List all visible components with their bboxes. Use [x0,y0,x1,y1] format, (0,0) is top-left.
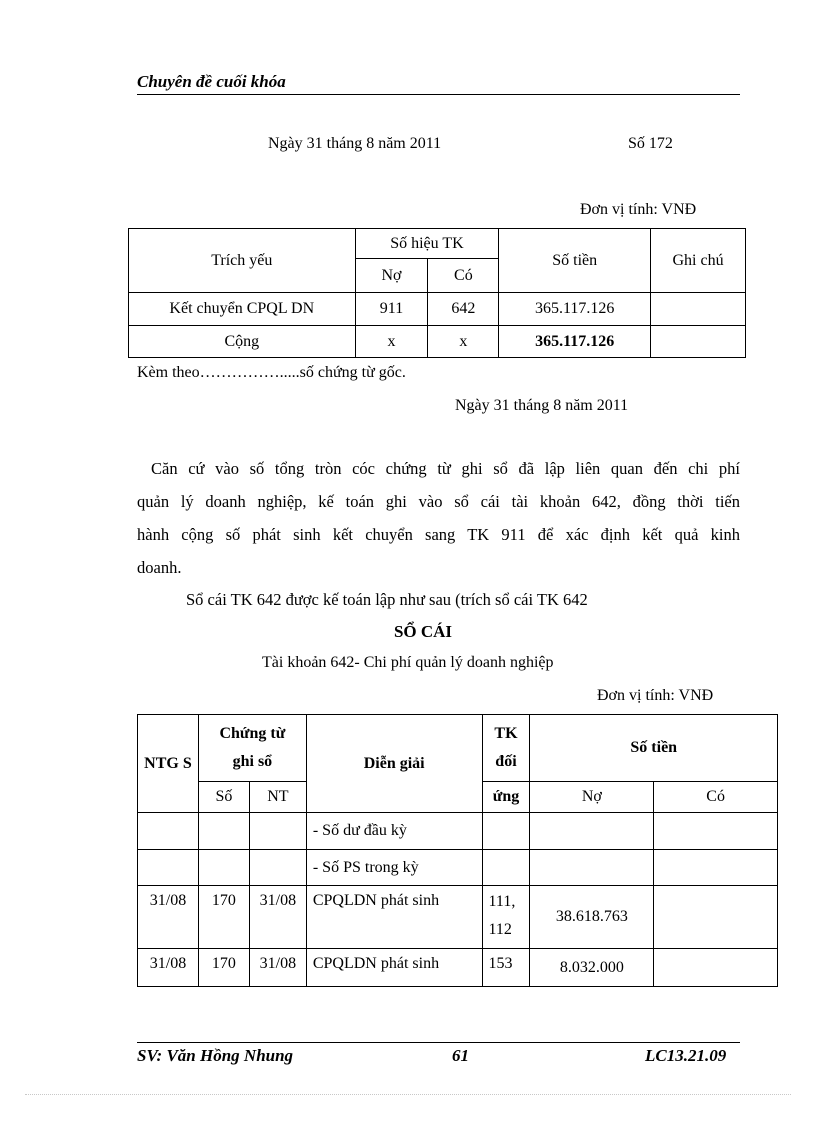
cell-nt [249,850,306,886]
ledger-subtitle: Tài khoản 642- Chi phí quản lý doanh nghiệp [262,654,554,671]
cell-no: 8.032.000 [530,949,654,987]
header-title: Chuyên đề cuối khóa [137,72,286,91]
footer-page-number: 61 [452,1046,469,1065]
cell-ntgs [138,813,199,850]
table-row [138,850,778,886]
table-row [129,326,746,358]
voucher-header-no: Nợ [355,259,428,293]
cell-no: 911 [355,293,428,326]
cell-tk [482,886,530,949]
footer-rule [137,1042,740,1043]
ledger-intro: Sổ cái TK 642 được kế toán lập như sau (trích sổ cái TK 642 [186,590,588,609]
ledger-header-chung-tu [198,715,306,782]
voucher-attach: Kèm theo…………….....số chứng từ gốc. [137,364,406,381]
cell-ntgs [138,850,199,886]
cell-no: x [355,326,428,358]
cell-so: 170 [198,949,249,987]
cell-tk: 153 [482,949,530,987]
ledger-header-ntgs [138,715,199,813]
cell-no [530,850,654,886]
ledger-header-chung-tu-text: Chứng từ ghi sổ [219,725,286,770]
cell-tk-line2: 112 [488,921,512,938]
ledger-header-tk-text: TK đối [494,725,518,770]
paragraph-line: quản lý doanh nghiệp, kế toán ghi vào sổ cái tài khoản 642, đồng thời tiến [137,492,740,511]
ledger-header-ntgs-text: NTG S [144,754,192,772]
ledger-title: SỔ CÁI [393,622,453,641]
voucher-number: Số 172 [628,135,673,152]
cell-amount-total: 365.117.126 [499,326,651,358]
cell-desc: - Số PS trong kỳ [306,850,482,886]
cell-no: 38.618.763 [530,886,654,949]
cell-amount: 365.117.126 [499,293,651,326]
cell-co [654,949,778,987]
table-row [138,813,778,850]
page-bottom-border [25,1094,791,1095]
cell-nt: 31/08 [249,886,306,949]
cell-tk [482,850,530,886]
cell-so [198,850,249,886]
paragraph-line: hành cộng số phát sinh kết chuyển sang TK 911 để xác định kết quả kinh [137,525,740,544]
paragraph-line: doanh. [137,558,182,577]
cell-tk [482,813,530,850]
cell-ntgs: 31/08 [138,886,199,949]
cell-co [654,886,778,949]
voucher-header-so-hieu: Số hiệu TK [355,229,499,259]
table-row [138,886,778,949]
paragraph-line: Căn cứ vào số tổng tròn cóc chứng từ ghi sổ đã lập liên quan đến chi phí [151,459,740,478]
voucher-header-co: Có [428,259,499,293]
ledger-header-tk [482,715,530,782]
cell-desc: Kết chuyển CPQL DN [129,293,356,326]
ledger-table [137,714,778,987]
ledger-header-so-tien: Số tiền [530,715,778,782]
cell-note [651,293,746,326]
cell-desc: Cộng [129,326,356,358]
ledger-header-no: Nợ [530,782,654,813]
ledger-header-dien-giai: Diễn giải [306,715,482,813]
voucher-date: Ngày 31 tháng 8 năm 2011 [268,135,442,152]
body-paragraph [137,452,740,584]
voucher-date-2: Ngày 31 tháng 8 năm 2011 [455,397,629,414]
cell-desc: - Số dư đầu kỳ [306,813,482,850]
ledger-header-so: Số [198,782,249,813]
voucher-table [128,228,746,358]
footer-class: LC13.21.09 [645,1046,727,1065]
cell-so [198,813,249,850]
ledger-unit: Đơn vị tính: VNĐ [597,687,714,704]
cell-so: 170 [198,886,249,949]
voucher-header-ghi-chu: Ghi chú [651,229,746,293]
header-rule [137,94,740,95]
cell-ntgs: 31/08 [138,949,199,987]
cell-nt [249,813,306,850]
cell-co [654,813,778,850]
voucher-header-so-tien: Số tiền [499,229,651,293]
ledger-header-nt: NT [249,782,306,813]
table-row [138,949,778,987]
cell-no [530,813,654,850]
cell-nt: 31/08 [249,949,306,987]
table-row [129,293,746,326]
cell-tk-line1: 111, [488,893,516,910]
cell-note [651,326,746,358]
cell-co [654,850,778,886]
voucher-unit: Đơn vị tính: VNĐ [580,201,697,218]
cell-desc: CPQLDN phát sinh [306,949,482,987]
cell-co: x [428,326,499,358]
cell-co: 642 [428,293,499,326]
ledger-header-co: Có [654,782,778,813]
ledger-header-ung: ứng [482,782,530,813]
footer-student: SV: Văn Hồng Nhung [137,1046,294,1065]
cell-desc: CPQLDN phát sinh [306,886,482,949]
voucher-header-trich-yeu: Trích yếu [129,229,356,293]
